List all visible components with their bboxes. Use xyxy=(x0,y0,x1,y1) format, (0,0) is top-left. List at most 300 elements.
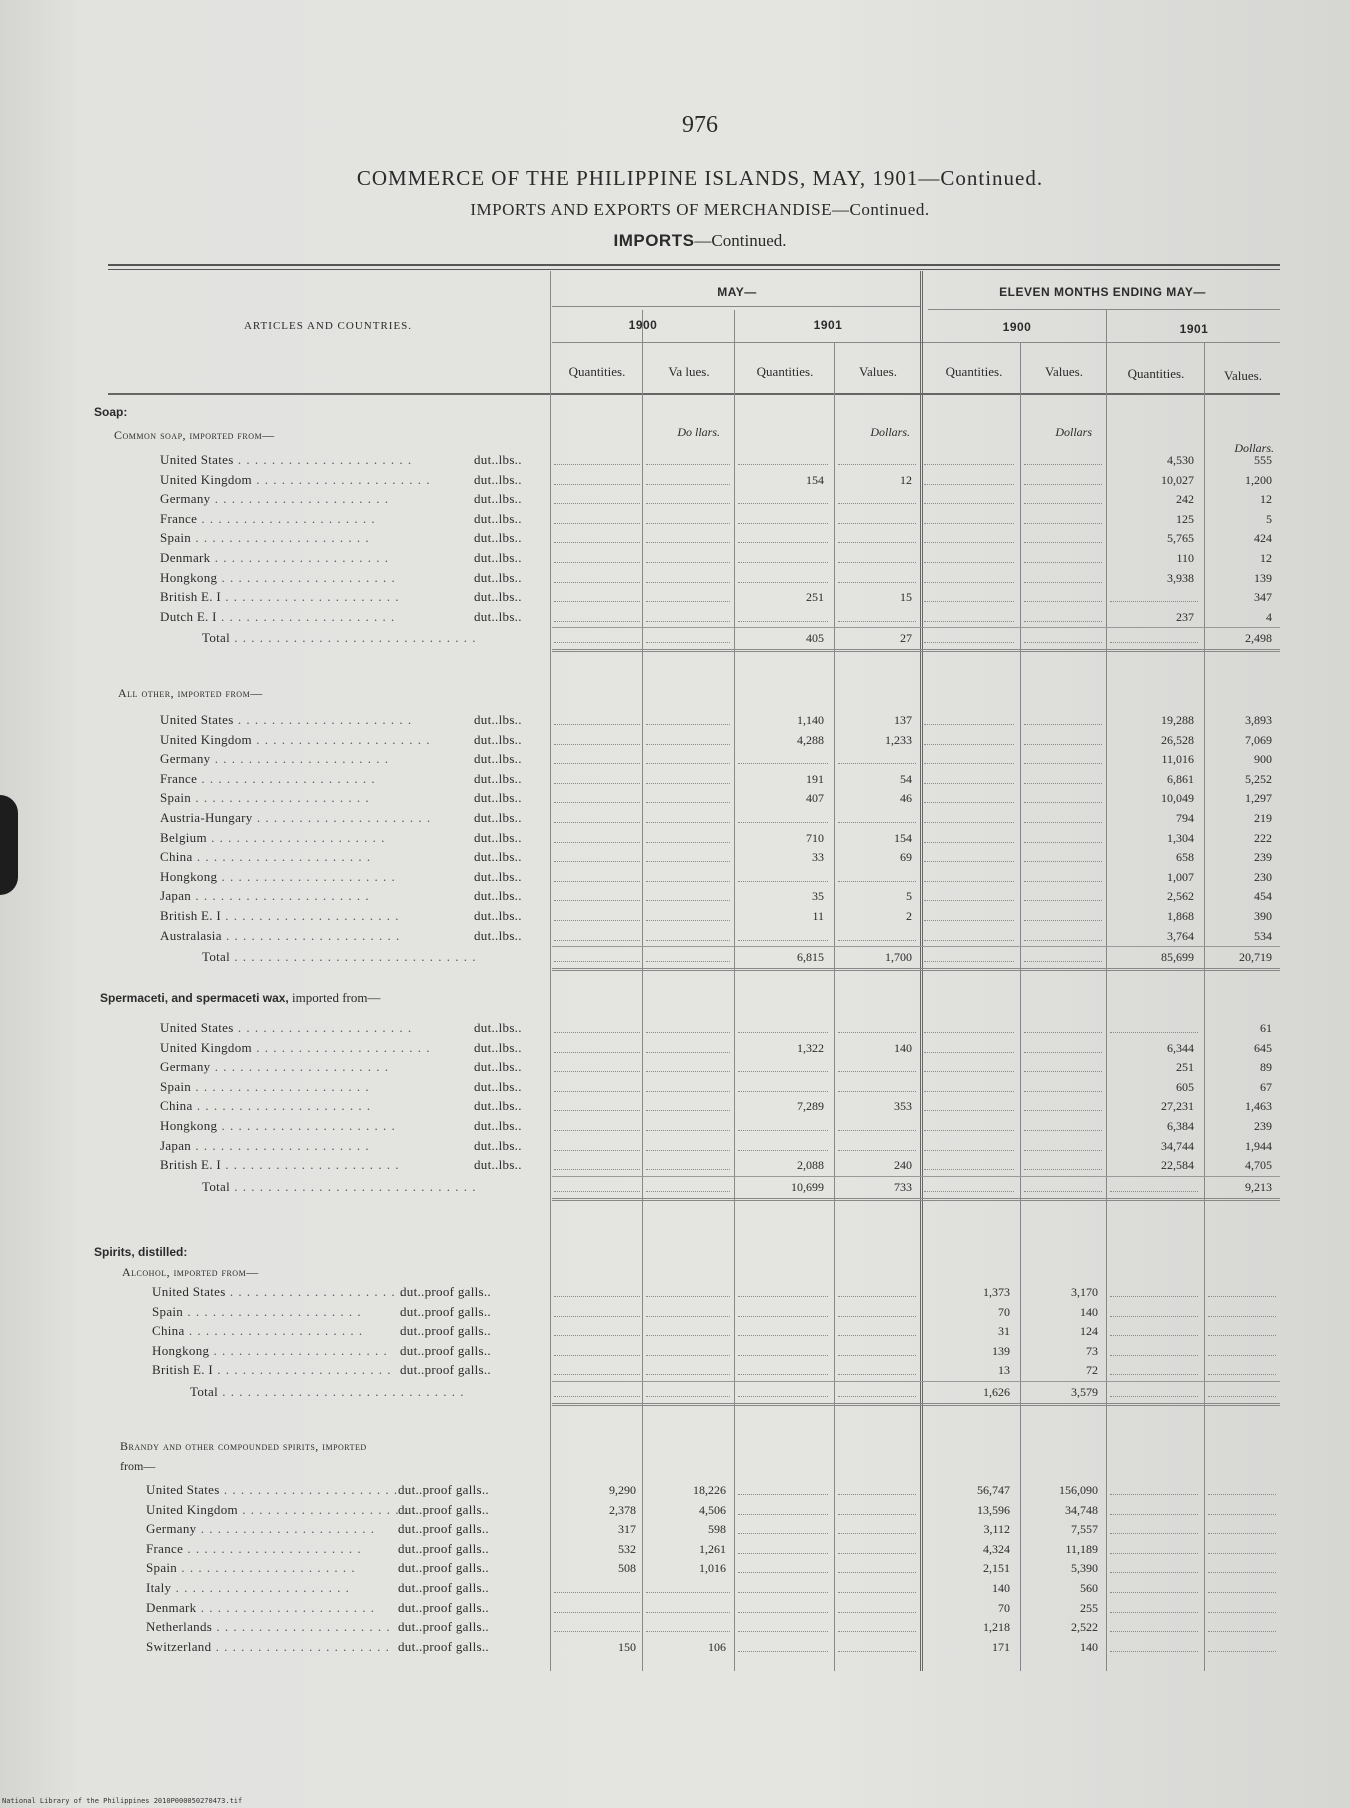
leader: . . . . . . . . . . . . . . . . . . . . . xyxy=(196,1521,375,1537)
leader: . . . . . . . . . . . . . . . . . . . . . xyxy=(191,1137,370,1153)
leader-dots xyxy=(924,900,1014,901)
leader-dots xyxy=(554,822,640,823)
cell-value: 3,579 xyxy=(1071,1385,1098,1399)
leader-dots xyxy=(1208,1396,1276,1397)
leader: . . . . . . . . . . . . . . . . . . . . . xyxy=(191,530,370,546)
cell-value: 6,344 xyxy=(1167,1040,1194,1055)
country-name: Spain xyxy=(160,790,192,806)
leader-dots xyxy=(1110,1533,1198,1534)
cell-value: 139 xyxy=(992,1343,1010,1358)
cell-value: 6,815 xyxy=(797,950,824,965)
unit-label: dut..proof galls.. xyxy=(398,1482,489,1497)
leader: . . . . . . . . . . . . . . . . . . . . . . . . . . . . . xyxy=(230,949,477,965)
unit-label: dut..lbs.. xyxy=(474,849,522,865)
cell-value: 20,719 xyxy=(1239,950,1272,965)
cell-value: 1,304 xyxy=(1167,830,1194,845)
cell-value: 2,498 xyxy=(1245,631,1272,646)
country-name: Spain xyxy=(146,1560,178,1576)
cell-value: 154 xyxy=(806,472,824,487)
total-label xyxy=(190,1384,530,1400)
leader: . . . . . . . . . . . . . . . . . . . . . xyxy=(219,1482,399,1497)
leader-dots xyxy=(646,582,730,583)
leader-dots xyxy=(1208,1592,1276,1593)
leader-dots xyxy=(1208,1514,1276,1515)
unit-label: dut..proof galls.. xyxy=(400,1342,491,1358)
leader: . . . . . . . . . . . . . . . . . . . . . xyxy=(183,1540,362,1556)
cell-value: 9,290 xyxy=(609,1483,636,1497)
leader-dots xyxy=(646,1296,730,1297)
leader: . . . . . . . . . . . . . . . . . . . . . xyxy=(251,731,431,747)
cell-value: 240 xyxy=(894,1158,912,1173)
total-underline xyxy=(552,649,1280,652)
leader-dots xyxy=(924,724,1014,725)
cell-value: 424 xyxy=(1254,531,1272,546)
leader-dots xyxy=(838,542,916,543)
leader-dots xyxy=(924,562,1014,563)
leader-dots xyxy=(738,1572,828,1573)
cell-value: 34,748 xyxy=(1065,1502,1098,1517)
leader-dots xyxy=(838,822,916,823)
leader-dots xyxy=(738,881,828,882)
leader-dots xyxy=(1110,1296,1198,1297)
leader-dots xyxy=(646,961,730,962)
leader: . . . . . . . . . . . . . . . . . . . . . xyxy=(216,608,396,624)
header-el00-val: Values. xyxy=(1045,364,1083,379)
cell-value: 12 xyxy=(1260,492,1272,507)
unit-label: dut..lbs.. xyxy=(474,452,522,467)
leader-dots xyxy=(1024,744,1102,745)
cell-value: 27 xyxy=(900,631,912,646)
leader-dots xyxy=(554,763,640,764)
cell-value: 534 xyxy=(1254,928,1272,943)
cell-value: 19,288 xyxy=(1161,713,1194,727)
leader-dots xyxy=(838,464,916,465)
leader-dots xyxy=(554,1355,640,1356)
cell-value: 1,700 xyxy=(885,950,912,965)
unit-label: dut..proof galls.. xyxy=(398,1638,489,1654)
cell-value: 11,016 xyxy=(1161,752,1194,767)
leader-dots xyxy=(924,961,1014,962)
country-name: United Kingdom xyxy=(160,731,252,747)
cell-value: 4,506 xyxy=(699,1502,726,1517)
unit-label: dut..lbs.. xyxy=(474,530,522,546)
leader-dots xyxy=(924,621,1014,622)
leader-dots xyxy=(924,464,1014,465)
leader-dots xyxy=(838,1514,916,1515)
leader-dots xyxy=(646,523,730,524)
country-name: Germany xyxy=(160,751,211,767)
scan-footer: National Library of the Philippines 2010P000050270473.tif xyxy=(2,1797,243,1805)
unit-label: dut..lbs.. xyxy=(474,1157,522,1173)
leader-dots xyxy=(1208,1572,1276,1573)
cell-value: 3,170 xyxy=(1071,1285,1098,1299)
leader: . . . . . . . . . . . . . . . . . . . . . xyxy=(210,491,389,507)
unit-label: dut..lbs.. xyxy=(474,1078,522,1094)
unit-label: dut..lbs.. xyxy=(474,1118,522,1133)
leader-dots xyxy=(1110,1651,1198,1652)
unit-label: dut..proof galls.. xyxy=(398,1580,489,1595)
leader-dots xyxy=(838,1651,916,1652)
header-articles: ARTICLES AND COUNTRIES. xyxy=(243,320,413,332)
leader-dots xyxy=(738,562,828,563)
cell-value: 7,557 xyxy=(1071,1522,1098,1537)
total-rule xyxy=(552,1176,1280,1177)
eleven-divider xyxy=(928,309,1280,310)
leader: . . . . . . . . . . . . . . . . . . . . . xyxy=(210,550,389,565)
leader-dots xyxy=(1110,1316,1198,1317)
leader-dots xyxy=(1024,920,1102,921)
cell-value: 26,528 xyxy=(1161,732,1194,747)
cell-value: 18,226 xyxy=(693,1483,726,1497)
cell-value: 5 xyxy=(1266,511,1272,526)
cell-value: 31 xyxy=(998,1324,1010,1339)
leader-dots xyxy=(738,1071,828,1072)
leader: . . . . . . . . . . . . . . . . . . . . . xyxy=(197,510,376,526)
country-name: United States xyxy=(160,712,234,727)
scan-smudge xyxy=(0,795,18,895)
cell-value: 1,200 xyxy=(1245,472,1272,487)
cell-value: 54 xyxy=(900,771,912,786)
leader-dots xyxy=(738,1091,828,1092)
leader: . . . . . . . . . . . . . . . . . . . . . xyxy=(183,1303,362,1319)
leader-dots xyxy=(838,582,916,583)
unit-label: dut..lbs.. xyxy=(474,810,522,825)
cell-value: 140 xyxy=(1080,1639,1098,1654)
leader-dots xyxy=(838,1396,916,1397)
total-label xyxy=(202,949,542,965)
cell-value: 347 xyxy=(1254,590,1272,605)
leader: . . . . . . . . . . . . . . . . . . . . . xyxy=(191,888,370,904)
leader-dots xyxy=(646,1191,730,1192)
leader-dots xyxy=(1024,763,1102,764)
total-rule xyxy=(552,627,1280,628)
leader-dots xyxy=(738,464,828,465)
header-may00-qty: Quantities. xyxy=(568,364,626,379)
country-name: Germany xyxy=(146,1521,197,1537)
leader-dots xyxy=(924,1150,1014,1151)
leader-dots xyxy=(1024,523,1102,524)
heading-rest: imported from— xyxy=(288,990,381,1005)
country-name: British E. I xyxy=(152,1362,214,1378)
unit-label: dut..proof galls.. xyxy=(400,1303,491,1319)
leader: . . . . . . . . . . . . . . . . . . . . . xyxy=(191,790,370,806)
total-rule xyxy=(552,1381,1280,1382)
group-heading: Soap: xyxy=(94,405,128,419)
leader-dots xyxy=(1208,1296,1276,1297)
cell-value: 645 xyxy=(1254,1040,1272,1055)
leader: . . . . . . . . . . . . . . . . . . . . . xyxy=(233,452,413,467)
leader-dots xyxy=(924,601,1014,602)
leader-dots xyxy=(554,1150,640,1151)
cell-value: 5,252 xyxy=(1245,771,1272,786)
leader: . . . . . . . . . . . . . . . . . . . . . xyxy=(210,1059,389,1075)
cell-value: 3,938 xyxy=(1167,570,1194,585)
cell-value: 1,140 xyxy=(797,713,824,727)
cell-value: 4,324 xyxy=(983,1541,1010,1556)
leader-dots xyxy=(554,920,640,921)
leader-dots xyxy=(554,1071,640,1072)
leader-dots xyxy=(1208,1316,1276,1317)
leader-dots xyxy=(1024,562,1102,563)
leader-dots xyxy=(838,523,916,524)
country-name: France xyxy=(160,510,198,526)
leader-dots xyxy=(738,822,828,823)
leader-dots xyxy=(646,642,730,643)
leader-dots xyxy=(1024,464,1102,465)
leader-dots xyxy=(554,601,640,602)
cell-value: 7,289 xyxy=(797,1099,824,1114)
country-name: Germany xyxy=(160,491,211,507)
cell-value: 11 xyxy=(812,909,824,923)
leader-dots xyxy=(1208,1374,1276,1375)
leader-dots xyxy=(924,881,1014,882)
cell-value: 1,233 xyxy=(885,732,912,747)
unit-dollars: Dollars. xyxy=(1234,441,1274,455)
leader-dots xyxy=(738,1355,828,1356)
header-el01-qty: Quantities. xyxy=(1127,366,1185,381)
leader-dots xyxy=(554,1130,640,1131)
leader-dots xyxy=(554,642,640,643)
leader-dots xyxy=(738,1130,828,1131)
leader-dots xyxy=(646,1169,730,1170)
cell-value: 13 xyxy=(998,1363,1010,1378)
cell-value: 110 xyxy=(1176,551,1194,565)
leader-dots xyxy=(554,1296,640,1297)
leader-dots xyxy=(838,1355,916,1356)
col-rule xyxy=(834,342,835,1671)
leader-dots xyxy=(646,802,730,803)
leader-dots xyxy=(646,1396,730,1397)
leader-dots xyxy=(646,861,730,862)
leader-dots xyxy=(738,1396,828,1397)
leader-dots xyxy=(554,1091,640,1092)
leader: . . . . . . . . . . . . . . . . . . . . . . . . . . . . . xyxy=(230,1178,477,1194)
cell-value: 140 xyxy=(1080,1304,1098,1319)
header-el00-qty: Quantities. xyxy=(945,364,1003,379)
cell-value: 154 xyxy=(894,830,912,845)
col-rule xyxy=(642,310,643,1671)
unit-label: dut..lbs.. xyxy=(474,471,522,487)
cell-value: 125 xyxy=(1176,511,1194,526)
cell-value: 1,297 xyxy=(1245,791,1272,806)
cell-value: 191 xyxy=(806,771,824,786)
leader: . . . . . . . . . . . . . . . . . . . . . xyxy=(225,1284,405,1299)
country-name: France xyxy=(146,1540,184,1556)
leader: . . . . . . . . . . . . . . . . . . . . . xyxy=(206,829,386,845)
leader: . . . . . . . . . . . . . . . . . . . . . xyxy=(211,1638,390,1654)
cell-value: 239 xyxy=(1254,1119,1272,1133)
cell-value: 900 xyxy=(1254,752,1272,767)
leader-dots xyxy=(1024,961,1102,962)
section-title-rest: —Continued. xyxy=(694,231,787,250)
country-name: Italy xyxy=(146,1580,172,1595)
leader-dots xyxy=(646,920,730,921)
cell-value: 150 xyxy=(618,1639,636,1654)
unit-label: dut..lbs.. xyxy=(474,1059,522,1075)
cell-value: 390 xyxy=(1254,909,1272,923)
country-name: Denmark xyxy=(160,550,211,565)
leader-dots xyxy=(646,464,730,465)
cell-value: 156,090 xyxy=(1059,1483,1098,1497)
cell-value: 4,705 xyxy=(1245,1158,1272,1173)
leader-dots xyxy=(646,744,730,745)
leader-dots xyxy=(554,900,640,901)
leader-dots xyxy=(738,1612,828,1613)
country-name: China xyxy=(160,849,193,865)
leader-dots xyxy=(924,1169,1014,1170)
leader-dots xyxy=(738,503,828,504)
cell-value: 3,112 xyxy=(983,1522,1010,1537)
cell-value: 710 xyxy=(806,830,824,845)
leader-dots xyxy=(924,802,1014,803)
leader-dots xyxy=(1024,484,1102,485)
leader-dots xyxy=(838,621,916,622)
cell-value: 3,764 xyxy=(1167,928,1194,943)
leader-dots xyxy=(554,724,640,725)
leader-dots xyxy=(646,1091,730,1092)
cell-value: 555 xyxy=(1254,453,1272,467)
cell-value: 35 xyxy=(812,889,824,904)
leader: . . . . . . . . . . . . . . . . . . . . . xyxy=(233,712,413,727)
country-name: United Kingdom xyxy=(160,1039,252,1055)
cell-value: 508 xyxy=(618,1561,636,1576)
country-name: Austria-Hungary xyxy=(160,810,253,825)
leader: . . . . . . . . . . . . . . . . . . . . . xyxy=(233,1020,413,1035)
leader-dots xyxy=(838,503,916,504)
leader-dots xyxy=(924,920,1014,921)
leader-dots xyxy=(738,1514,828,1515)
cell-value: 10,699 xyxy=(791,1179,824,1194)
cell-value: 2,378 xyxy=(609,1502,636,1517)
header-may: MAY— xyxy=(717,285,757,299)
country-name: Dutch E. I xyxy=(160,608,217,624)
leader-dots xyxy=(554,542,640,543)
leader-dots xyxy=(554,861,640,862)
leader-dots xyxy=(924,1110,1014,1111)
leader-dots xyxy=(554,523,640,524)
cell-value: 405 xyxy=(806,631,824,646)
leader-dots xyxy=(554,881,640,882)
country-name: Germany xyxy=(160,1059,211,1075)
leader-dots xyxy=(924,940,1014,941)
leader-dots xyxy=(554,842,640,843)
leader-dots xyxy=(1024,783,1102,784)
header-may-1900: 1900 xyxy=(628,318,658,332)
leader-dots xyxy=(554,1396,640,1397)
total-text: Total xyxy=(202,630,231,646)
leader-dots xyxy=(738,582,828,583)
leader-dots xyxy=(738,542,828,543)
leader-dots xyxy=(554,621,640,622)
leader-dots xyxy=(646,621,730,622)
leader-dots xyxy=(1208,1494,1276,1495)
year-divider xyxy=(552,342,1280,343)
cell-value: 10,027 xyxy=(1161,472,1194,487)
leader-dots xyxy=(646,1150,730,1151)
leader-dots xyxy=(646,1374,730,1375)
total-text: Total xyxy=(190,1384,219,1399)
cell-value: 6,384 xyxy=(1167,1119,1194,1133)
leader-dots xyxy=(924,1032,1014,1033)
cell-value: 61 xyxy=(1260,1021,1272,1035)
leader-dots xyxy=(554,503,640,504)
leader-dots xyxy=(1024,900,1102,901)
cell-value: 1,944 xyxy=(1245,1138,1272,1153)
leader-dots xyxy=(1024,621,1102,622)
leader-dots xyxy=(1024,542,1102,543)
country-name: France xyxy=(160,770,198,786)
leader-dots xyxy=(646,1130,730,1131)
col-rule xyxy=(1106,310,1107,1671)
leader: . . . . . . . . . . . . . . . . . . . . . xyxy=(237,1501,417,1517)
cell-value: 73 xyxy=(1086,1343,1098,1358)
cell-value: 317 xyxy=(618,1522,636,1537)
leader: . . . . . . . . . . . . . . . . . . . . . xyxy=(217,868,396,884)
total-rule xyxy=(552,946,1280,947)
group-subheading: Brandy and other compounded spirits, imported xyxy=(120,1439,367,1453)
leader-dots xyxy=(646,940,730,941)
leader-dots xyxy=(838,1316,916,1317)
cell-value: 251 xyxy=(806,590,824,605)
leader-dots xyxy=(554,1631,640,1632)
leader-dots xyxy=(1110,1374,1198,1375)
country-name: British E. I xyxy=(160,589,222,605)
leader: . . . . . . . . . . . . . . . . . . . . . xyxy=(209,1342,388,1358)
leader-dots xyxy=(554,484,640,485)
leader-dots xyxy=(1024,724,1102,725)
leader-dots xyxy=(738,1592,828,1593)
cell-value: 230 xyxy=(1254,869,1272,884)
leader-dots xyxy=(838,1130,916,1131)
leader-dots xyxy=(554,1612,640,1613)
cell-value: 56,747 xyxy=(977,1483,1010,1497)
cell-value: 219 xyxy=(1254,811,1272,825)
leader-dots xyxy=(1024,861,1102,862)
leader-dots xyxy=(646,1612,730,1613)
cell-value: 34,744 xyxy=(1161,1138,1194,1153)
leader-dots xyxy=(738,1651,828,1652)
country-name: British E. I xyxy=(160,908,222,923)
unit-label: dut..proof galls.. xyxy=(400,1323,491,1339)
leader-dots xyxy=(924,861,1014,862)
leader-dots xyxy=(1110,1032,1198,1033)
page-subtitle: IMPORTS AND EXPORTS OF MERCHANDISE—Continued. xyxy=(470,200,930,219)
leader-dots xyxy=(838,1572,916,1573)
cell-value: 106 xyxy=(708,1639,726,1654)
total-text: Total xyxy=(202,1178,231,1194)
leader-dots xyxy=(1024,1150,1102,1151)
unit-label: dut..proof galls.. xyxy=(400,1362,491,1378)
leader: . . . . . . . . . . . . . . . . . . . . . xyxy=(210,751,389,767)
cell-value: 46 xyxy=(900,791,912,806)
leader-dots xyxy=(1024,1130,1102,1131)
leader-dots xyxy=(1024,1032,1102,1033)
unit-label: dut..proof galls.. xyxy=(400,1284,491,1299)
leader: . . . . . . . . . . . . . . . . . . . . . xyxy=(196,1599,375,1615)
col-rule xyxy=(550,271,551,1671)
cell-value: 598 xyxy=(708,1522,726,1537)
cell-value: 6,861 xyxy=(1167,771,1194,786)
cell-value: 2,151 xyxy=(983,1561,1010,1576)
leader-dots xyxy=(646,1592,730,1593)
country-name: United States xyxy=(160,452,234,467)
cell-value: 15 xyxy=(900,590,912,605)
leader-dots xyxy=(838,763,916,764)
leader: . . . . . . . . . . . . . . . . . . . . . xyxy=(221,589,400,605)
leader-dots xyxy=(738,1374,828,1375)
leader-dots xyxy=(924,744,1014,745)
total-underline xyxy=(552,968,1280,971)
